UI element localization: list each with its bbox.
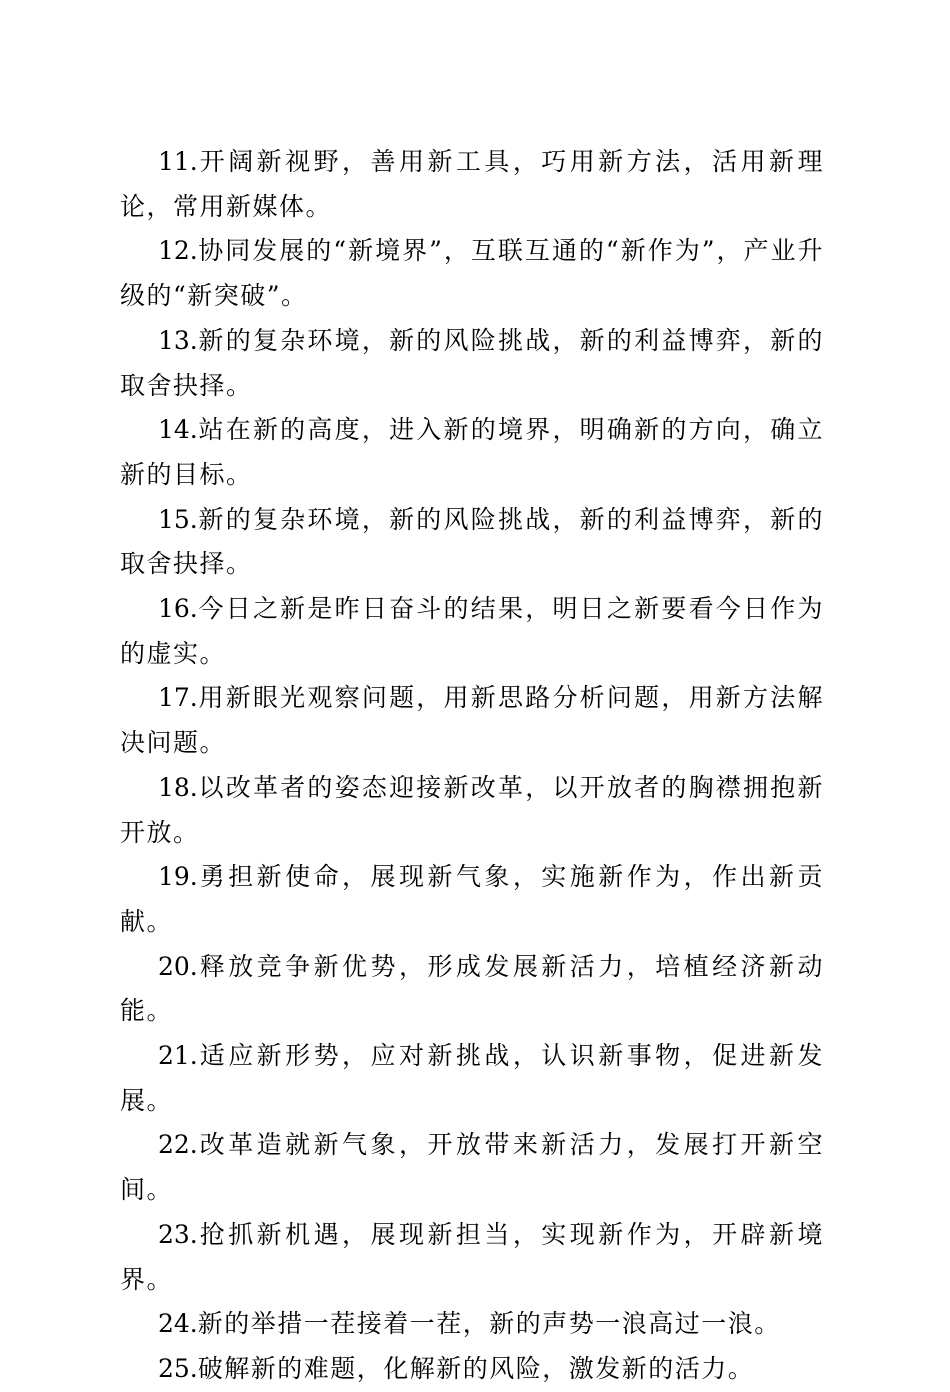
item-text: 抢抓新机遇，展现新担当，实现新作为，开辟新境界。 bbox=[120, 1219, 824, 1294]
list-item bbox=[120, 140, 824, 229]
item-text: 站在新的高度，进入新的境界，明确新的方向，确立新的目标。 bbox=[120, 415, 824, 489]
list-item bbox=[120, 319, 824, 408]
item-text: 新的复杂环境，新的风险挑战，新的利益博弈，新的取舍抉择。 bbox=[120, 325, 824, 400]
item-text: 用新眼光观察问题，用新思路分析问题，用新方法解决问题。 bbox=[120, 683, 824, 758]
item-number: 20. bbox=[158, 951, 198, 981]
list-item bbox=[120, 229, 824, 318]
item-text: 今日之新是昨日奋斗的结果，明日之新要看今日作为的虚实。 bbox=[120, 594, 824, 668]
item-number: 12. bbox=[158, 236, 198, 266]
item-text: 协同发展的“新境界”，互联互通的“新作为”，产业升级的“新突破”。 bbox=[120, 236, 824, 311]
item-number: 14. bbox=[158, 415, 198, 445]
item-number: 11. bbox=[158, 147, 198, 176]
item-number: 23. bbox=[158, 1219, 198, 1249]
item-number: 17. bbox=[158, 683, 198, 713]
item-number: 19. bbox=[158, 862, 198, 892]
item-text: 新的复杂环境，新的风险挑战，新的利益博弈，新的取舍抉择。 bbox=[120, 504, 824, 579]
list-item bbox=[120, 676, 824, 765]
list-item bbox=[120, 945, 824, 1034]
list-item bbox=[120, 1347, 824, 1392]
item-number: 16. bbox=[158, 594, 198, 624]
list-item bbox=[120, 587, 824, 676]
item-number: 22. bbox=[158, 1130, 198, 1160]
item-number: 21. bbox=[158, 1041, 198, 1071]
item-text: 破解新的难题，化解新的风险，激发新的活力。 bbox=[197, 1353, 755, 1383]
list-item bbox=[120, 498, 824, 587]
document-body bbox=[120, 140, 824, 1392]
list-item bbox=[120, 1302, 824, 1347]
list-item bbox=[120, 766, 824, 855]
list-item bbox=[120, 855, 824, 944]
item-number: 13. bbox=[158, 325, 198, 355]
item-text: 以改革者的姿态迎接新改革，以开放者的胸襟拥抱新开放。 bbox=[120, 772, 824, 847]
item-text: 改革造就新气象，开放带来新活力，发展打开新空间。 bbox=[120, 1130, 824, 1205]
list-item bbox=[120, 408, 824, 497]
item-text: 释放竞争新优势，形成发展新活力，培植经济新动能。 bbox=[120, 951, 824, 1026]
item-number: 18. bbox=[158, 772, 198, 802]
item-text: 新的举措一茬接着一茬，新的声势一浪高过一浪。 bbox=[197, 1309, 781, 1339]
item-text: 适应新形势，应对新挑战，认识新事物，促进新发展。 bbox=[120, 1041, 824, 1115]
item-text: 勇担新使命，展现新气象，实施新作为，作出新贡献。 bbox=[120, 862, 824, 936]
item-number: 25. bbox=[158, 1353, 198, 1383]
list-item bbox=[120, 1213, 824, 1302]
item-number: 24. bbox=[158, 1309, 198, 1339]
item-text: 开阔新视野，善用新工具，巧用新方法，活用新理论，常用新媒体。 bbox=[120, 147, 824, 221]
list-item bbox=[120, 1034, 824, 1123]
list-item bbox=[120, 1123, 824, 1212]
item-number: 15. bbox=[158, 504, 198, 534]
